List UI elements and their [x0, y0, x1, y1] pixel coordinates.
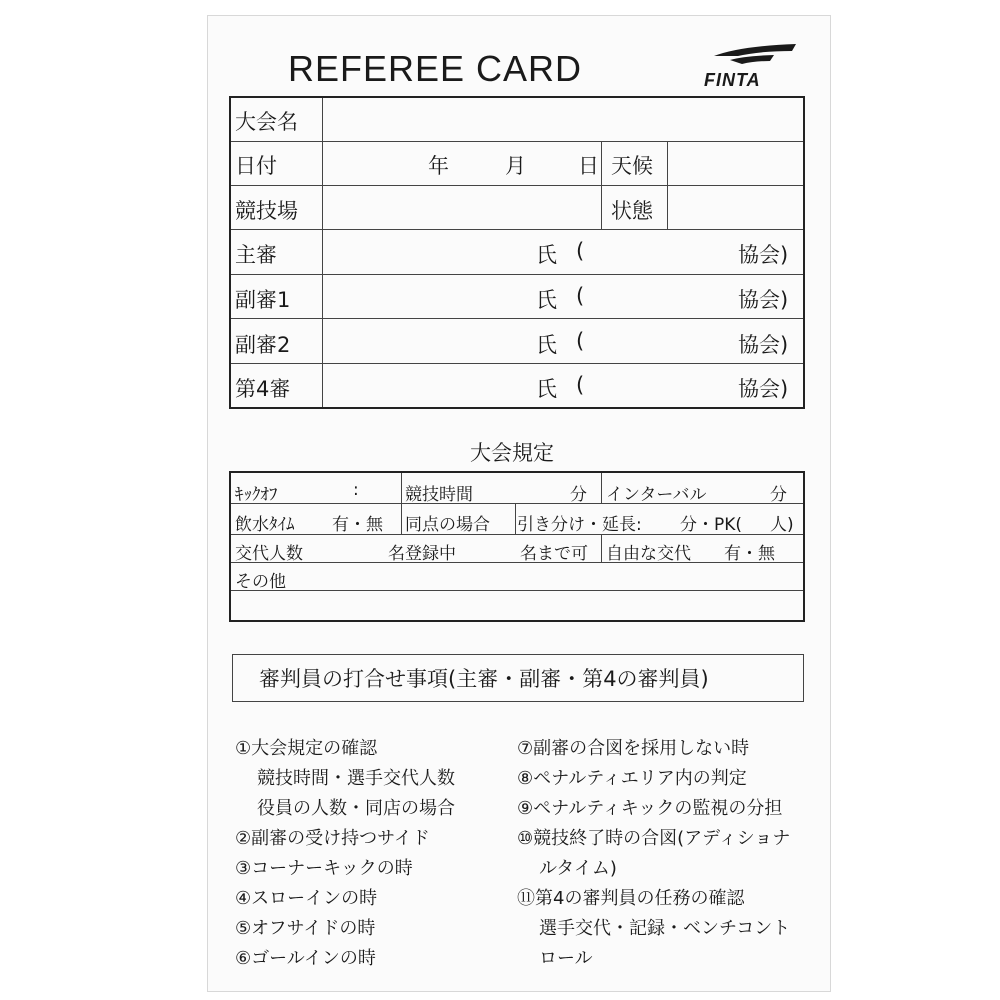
- day-label: 日: [578, 154, 599, 178]
- ar1-association: 協会): [738, 288, 789, 312]
- briefing-item: ロール: [539, 948, 593, 969]
- water-break-choice: 有・無: [332, 515, 383, 535]
- briefing-item: ③コーナーキックの時: [235, 858, 413, 879]
- card-title: REFEREE CARD: [288, 48, 583, 89]
- briefing-item: ①大会規定の確認: [235, 738, 378, 759]
- condition-label: 状態: [611, 199, 653, 223]
- briefing-item: ②副審の受け持つサイド: [235, 828, 430, 849]
- weather-label: 天候: [611, 154, 653, 178]
- other-label: その他: [235, 572, 286, 592]
- duration-minute: 分: [570, 485, 587, 505]
- briefing-item: ⑥ゴールインの時: [235, 948, 376, 969]
- registered-label: 名登録中: [388, 544, 456, 564]
- referee-open-paren: (: [576, 239, 585, 263]
- fourth-association: 協会): [738, 377, 789, 401]
- free-sub-label: 自由な交代: [606, 544, 691, 564]
- briefing-item: ⑦副審の合図を採用しない時: [517, 738, 750, 759]
- pk-persons: 人): [770, 515, 794, 535]
- kickoff-label: ｷｯｸｵﾌ: [235, 485, 278, 505]
- briefing-item: ⑤オフサイドの時: [235, 918, 376, 939]
- fourth-name-suffix: 氏: [536, 377, 557, 401]
- rules-section-title: 大会規定: [470, 441, 554, 465]
- year-label: 年: [428, 154, 449, 178]
- referee-label: 主審: [235, 243, 277, 267]
- briefing-item: 選手交代・記録・ベンチコント: [539, 918, 791, 939]
- referee-name-suffix: 氏: [536, 243, 557, 267]
- pk-label: 分・PK(: [680, 515, 743, 535]
- logo-text: FINTA: [704, 70, 761, 90]
- interval-minute: 分: [770, 485, 787, 505]
- ar2-association: 協会): [738, 333, 789, 357]
- venue-label: 競技場: [235, 199, 298, 223]
- ar2-label: 副審2: [235, 333, 291, 357]
- subs-label: 交代人数: [235, 544, 303, 564]
- briefing-item: ⑩競技終了時の合図(アディショナ: [517, 828, 791, 849]
- up-to-label: 名まで可: [520, 544, 588, 564]
- water-break-label: 飲水ﾀｲﾑ: [235, 515, 295, 535]
- briefing-item: ルタイム): [539, 858, 617, 879]
- date-label: 日付: [235, 154, 277, 178]
- tournament-rules-table: [229, 471, 805, 622]
- briefing-item: ⑨ペナルティキックの監視の分担: [517, 798, 783, 819]
- briefing-item: 競技時間・選手交代人数: [257, 768, 455, 789]
- interval-label: インターバル: [606, 485, 707, 505]
- briefing-item: ④スローインの時: [235, 888, 378, 909]
- ar1-name-suffix: 氏: [536, 288, 557, 312]
- tie-label: 同点の場合: [405, 515, 490, 535]
- kickoff-colon: :: [353, 480, 359, 500]
- ar1-open-paren: (: [576, 284, 585, 308]
- duration-label: 競技時間: [405, 485, 473, 505]
- referee-association: 協会): [738, 243, 789, 267]
- ar2-name-suffix: 氏: [536, 333, 557, 357]
- free-sub-choice: 有・無: [724, 544, 775, 564]
- fourth-official-label: 第4審: [235, 377, 291, 401]
- ar2-open-paren: (: [576, 329, 585, 353]
- briefing-item: ⑪第4の審判員の任務の確認: [517, 888, 745, 909]
- official-info-table: [229, 96, 805, 409]
- fourth-open-paren: (: [576, 373, 585, 397]
- briefing-item: ⑧ペナルティエリア内の判定: [517, 768, 747, 789]
- briefing-item: 役員の人数・同店の場合: [257, 798, 455, 819]
- tournament-label: 大会名: [235, 110, 298, 134]
- briefing-title: 審判員の打合せ事項(主審・副審・第4の審判員): [259, 667, 709, 691]
- draw-extension-label: 引き分け・延長:: [517, 515, 642, 535]
- month-label: 月: [505, 154, 526, 178]
- ar1-label: 副審1: [235, 288, 291, 312]
